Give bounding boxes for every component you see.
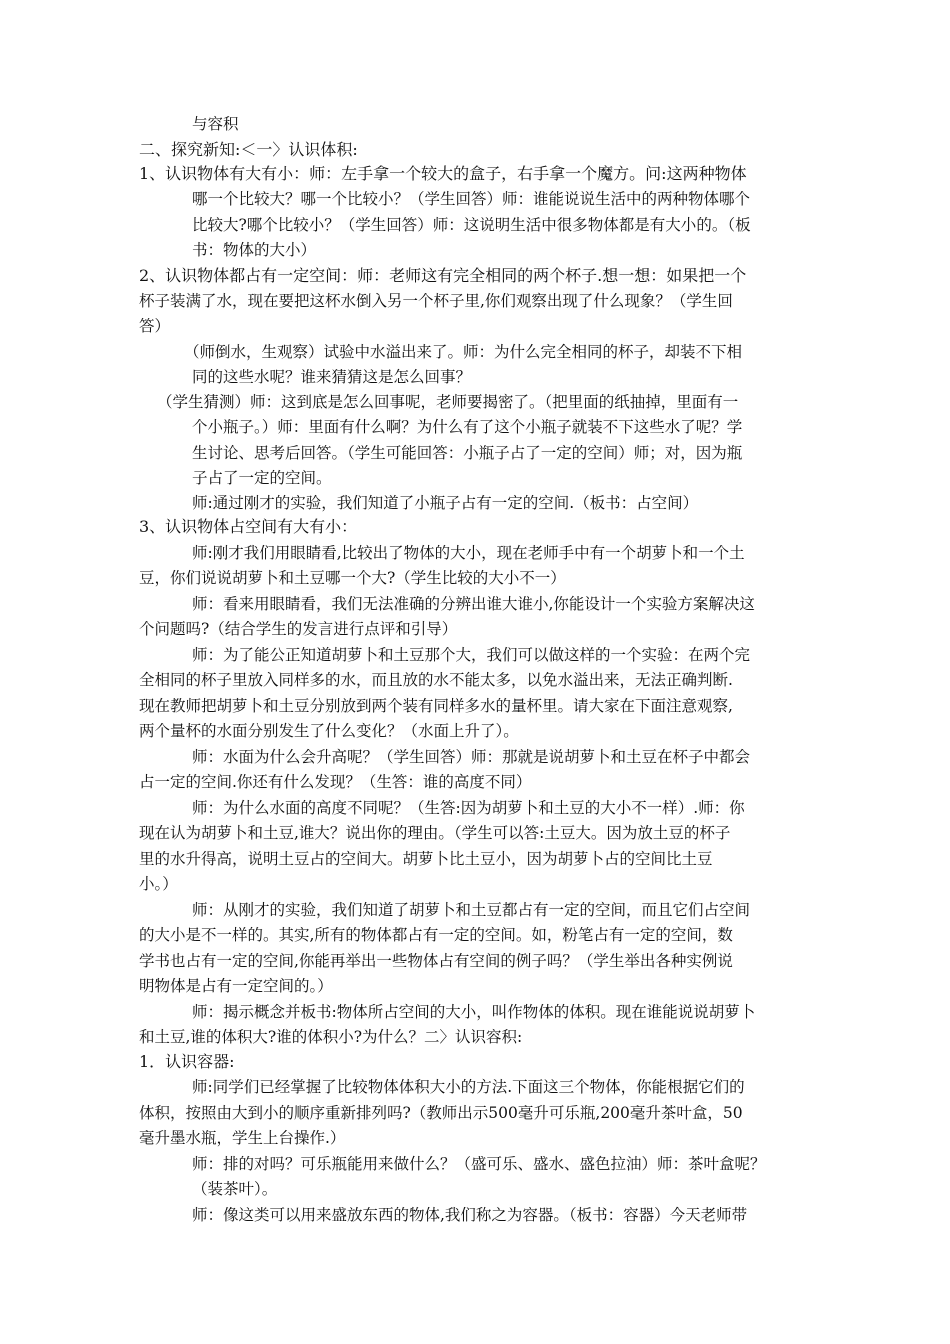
text-line: 个问题吗?（结合学生的发言进行点评和引导） <box>139 620 458 638</box>
text-line: 里的水升得高，说明土豆占的空间大。胡萝卜比土豆小，因为胡萝卜占的空间比土豆 <box>139 850 713 868</box>
text-line: 占一定的空间.你还有什么发现？（生答：谁的高度不同） <box>139 773 532 791</box>
text-line: 体积，按照由大到小的顺序重新排列吗?（教师出示500毫升可乐瓶,200毫升茶叶盒，50 <box>139 1104 743 1122</box>
text-line: 全相同的杯子里放入同样多的水，而且放的水不能太多，以免水溢出来，无法正确判断. <box>139 671 733 689</box>
text-line: （学生猜测）师：这到底是怎么回事呢，老师要揭密了。（把里面的纸抽掉，里面有一 <box>157 393 739 411</box>
text-line: 子占了一定的空间。 <box>192 469 332 487</box>
text-line: （装茶叶）。 <box>192 1180 278 1198</box>
text-line: 师:通过刚才的实验，我们知道了小瓶子占有一定的空间.（板书：占空间） <box>192 494 699 512</box>
text-line: 两个量杯的水面分别发生了什么变化？（水面上升了）。 <box>139 722 519 740</box>
text-line: 个小瓶子。）师：里面有什么啊？为什么有了这个小瓶子就装不下这些水了呢？学 <box>192 418 743 436</box>
text-line: 豆，你们说说胡萝卜和土豆哪一个大?（学生比较的大小不一） <box>139 569 566 587</box>
text-line: 与容积 <box>192 115 239 133</box>
subsection-heading: 2、认识物体都占有一定空间：师：老师这有完全相同的两个杯子.想一想：如果把一个 <box>139 266 747 285</box>
text-line: 和土豆,谁的体积大?谁的体积小?为什么？二〉认识容积: <box>139 1028 523 1046</box>
subsection-heading: 3、认识物体占空间有大有小： <box>139 517 358 536</box>
text-line: 学书也占有一定的空间,你能再举出一些物体占有空间的例子吗？（学生举出各种实例说 <box>139 952 733 970</box>
text-line: 小。） <box>139 875 178 893</box>
text-line: 现在认为胡萝卜和土豆,谁大？说出你的理由。（学生可以答:土豆大。因为放土豆的杯子 <box>139 824 731 842</box>
text-line: 师：排的对吗？可乐瓶能用来做什么？（盛可乐、盛水、盛色拉油）师：茶叶盒呢？ <box>192 1155 766 1173</box>
text-line: 毫升墨水瓶，学生上台操作.） <box>139 1129 346 1147</box>
text-line: 同的这些水呢？谁来猜猜这是怎么回事？ <box>192 368 472 386</box>
text-line: 师:同学们已经掌握了比较物体体积大小的方法.下面这三个物体，你能根据它们的 <box>192 1078 745 1096</box>
text-line: 的大小是不一样的。其实,所有的物体都占有一定的空间。如，粉笔占有一定的空间，数 <box>139 926 733 944</box>
text-line: 师：水面为什么会升高呢？（学生回答）师：那就是说胡萝卜和土豆在杯子中都会 <box>192 748 751 766</box>
text-line: 比较大?哪个比较小？（学生回答）师：这说明生活中很多物体都是有大小的。（板 <box>192 216 751 234</box>
text-line: 师：为什么水面的高度不同呢？（生答:因为胡萝卜和土豆的大小不一样）.师：你 <box>192 799 745 817</box>
subsection-heading: 1、认识物体有大有小：师：左手拿一个较大的盒子，右手拿一个魔方。问:这两种物体 <box>139 164 747 183</box>
text-line: （师倒水，生观察）试验中水溢出来了。师：为什么完全相同的杯子，却装不下相 <box>184 343 743 361</box>
text-line: 生讨论、思考后回答。（学生可能回答：小瓶子占了一定的空间）师；对，因为瓶 <box>192 444 743 462</box>
text-line: 哪一个比较大？哪一个比较小？（学生回答）师：谁能说说生活中的两种物体哪个 <box>192 190 751 208</box>
subsection-heading: 1．认识容器: <box>139 1052 235 1071</box>
text-line: 师：揭示概念并板书:物体所占空间的大小，叫作物体的体积。现在谁能说说胡萝卜 <box>192 1003 756 1021</box>
text-line: 师:刚才我们用眼睛看,比较出了物体的大小，现在老师手中有一个胡萝卜和一个土 <box>192 544 745 562</box>
text-line: 师：像这类可以用来盛放东西的物体,我们称之为容器。（板书：容器）今天老师带 <box>192 1206 748 1224</box>
text-line: 师：从刚才的实验，我们知道了胡萝卜和土豆都占有一定的空间，而且它们占空间 <box>192 901 751 919</box>
text-line: 答） <box>139 317 171 335</box>
text-line: 杯子装满了水，现在要把这杯水倒入另一个杯子里,你们观察出现了什么现象？（学生回 <box>139 292 733 310</box>
section-heading: 二、探究新知:＜一〉认识体积: <box>139 140 358 159</box>
text-line: 书：物体的大小） <box>192 241 317 259</box>
text-line: 明物体是占有一定空间的。） <box>139 977 333 995</box>
text-line: 现在教师把胡萝卜和土豆分别放到两个装有同样多水的量杯里。请大家在下面注意观察, <box>139 697 733 715</box>
text-line: 师：为了能公正知道胡萝卜和土豆那个大，我们可以做这样的一个实验：在两个完 <box>192 646 751 664</box>
text-line: 师：看来用眼睛看，我们无法准确的分辨出谁大谁小,你能设计一个实验方案解决这 <box>192 595 755 613</box>
